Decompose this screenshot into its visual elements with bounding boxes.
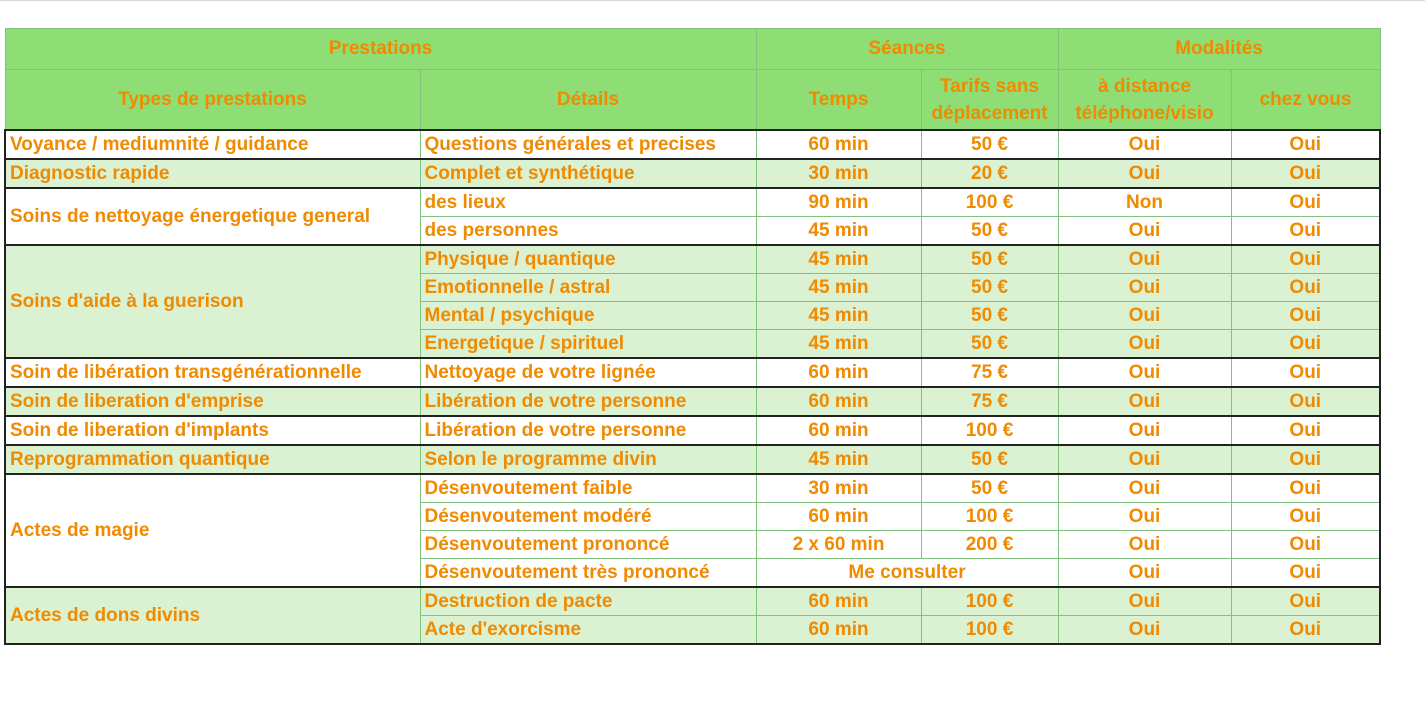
table-row (5, 130, 1380, 159)
cell-detail: Désenvoutement prononcé (420, 531, 756, 559)
cell-detail: Nettoyage de votre lignée (420, 358, 756, 387)
cell-tarif: 75 € (921, 387, 1058, 416)
cell-distance: Oui (1058, 330, 1231, 359)
cell-chez-vous: Oui (1231, 274, 1380, 302)
cell-type: Diagnostic rapide (5, 159, 420, 188)
cell-distance: Oui (1058, 416, 1231, 445)
cell-tarif: 50 € (921, 330, 1058, 359)
cell-temps: 45 min (756, 330, 921, 359)
cell-detail: Désenvoutement modéré (420, 503, 756, 531)
cell-tarif: 75 € (921, 358, 1058, 387)
cell-temps: 60 min (756, 130, 921, 159)
cell-chez-vous: Oui (1231, 503, 1380, 531)
cell-distance: Oui (1058, 217, 1231, 246)
cell-distance: Oui (1058, 302, 1231, 330)
cell-detail: Energetique / spirituel (420, 330, 756, 359)
cell-detail: Complet et synthétique (420, 159, 756, 188)
cell-tarif: 50 € (921, 245, 1058, 274)
cell-type: Soin de liberation d'emprise (5, 387, 420, 416)
cell-tarif: 50 € (921, 445, 1058, 474)
cell-temps: 30 min (756, 474, 921, 503)
cell-tarif: 200 € (921, 531, 1058, 559)
cell-temps: 45 min (756, 445, 921, 474)
cell-detail: Acte d'exorcisme (420, 616, 756, 645)
cell-distance: Oui (1058, 503, 1231, 531)
col-chez-vous: chez vous (1231, 70, 1380, 131)
table-row (5, 416, 1380, 445)
cell-chez-vous: Oui (1231, 445, 1380, 474)
cell-type: Soins de nettoyage énergetique general (5, 188, 420, 245)
cell-temps: 60 min (756, 503, 921, 531)
cell-detail: Libération de votre personne (420, 416, 756, 445)
group-seances: Séances (756, 29, 1058, 70)
cell-chez-vous: Oui (1231, 245, 1380, 274)
cell-tarif: 100 € (921, 616, 1058, 645)
cell-temps: 30 min (756, 159, 921, 188)
cell-chez-vous: Oui (1231, 587, 1380, 616)
cell-temps: 60 min (756, 416, 921, 445)
cell-type: Actes de magie (5, 474, 420, 587)
table-row (5, 188, 1380, 217)
cell-type: Voyance / mediumnité / guidance (5, 130, 420, 159)
group-modalites: Modalités (1058, 29, 1380, 70)
cell-tarif: 100 € (921, 503, 1058, 531)
group-header-row (5, 29, 1380, 70)
cell-distance: Oui (1058, 531, 1231, 559)
cell-tarif: 50 € (921, 130, 1058, 159)
col-types: Types de prestations (5, 70, 420, 131)
col-tarifs: Tarifs sans déplacement (921, 70, 1058, 131)
cell-temps: 45 min (756, 274, 921, 302)
cell-detail: des lieux (420, 188, 756, 217)
cell-type: Reprogrammation quantique (5, 445, 420, 474)
col-distance: à distance téléphone/visio (1058, 70, 1231, 131)
col-temps: Temps (756, 70, 921, 131)
cell-distance: Oui (1058, 130, 1231, 159)
cell-chez-vous: Oui (1231, 358, 1380, 387)
cell-detail: Libération de votre personne (420, 387, 756, 416)
cell-chez-vous: Oui (1231, 217, 1380, 246)
cell-chez-vous: Oui (1231, 302, 1380, 330)
table-row (5, 474, 1380, 503)
cell-detail: Mental / psychique (420, 302, 756, 330)
cell-tarif: 50 € (921, 474, 1058, 503)
cell-temps: 45 min (756, 245, 921, 274)
cell-distance: Oui (1058, 616, 1231, 645)
column-header-row (5, 70, 1380, 131)
cell-distance: Oui (1058, 245, 1231, 274)
cell-chez-vous: Oui (1231, 188, 1380, 217)
cell-chez-vous: Oui (1231, 159, 1380, 188)
table-row (5, 245, 1380, 274)
cell-distance: Oui (1058, 358, 1231, 387)
cell-distance: Oui (1058, 474, 1231, 503)
cell-distance: Oui (1058, 587, 1231, 616)
table-row (5, 445, 1380, 474)
cell-distance: Oui (1058, 445, 1231, 474)
cell-temps: 60 min (756, 358, 921, 387)
table-row (5, 587, 1380, 616)
cell-chez-vous: Oui (1231, 330, 1380, 359)
cell-detail: Désenvoutement très prononcé (420, 559, 756, 588)
cell-distance: Oui (1058, 274, 1231, 302)
cell-temps: 45 min (756, 302, 921, 330)
cell-chez-vous: Oui (1231, 416, 1380, 445)
cell-chez-vous: Oui (1231, 531, 1380, 559)
table-row (5, 358, 1380, 387)
cell-detail: Emotionnelle / astral (420, 274, 756, 302)
cell-chez-vous: Oui (1231, 387, 1380, 416)
cell-temps: 45 min (756, 217, 921, 246)
cell-temps: 60 min (756, 616, 921, 645)
cell-chez-vous: Oui (1231, 130, 1380, 159)
col-details: Détails (420, 70, 756, 131)
cell-type: Soins d'aide à la guerison (5, 245, 420, 358)
cell-distance: Non (1058, 188, 1231, 217)
cell-detail: des personnes (420, 217, 756, 246)
cell-chez-vous: Oui (1231, 559, 1380, 588)
cell-tarif: 100 € (921, 416, 1058, 445)
cell-temps: 60 min (756, 387, 921, 416)
top-divider (0, 0, 1425, 1)
cell-temps: 90 min (756, 188, 921, 217)
cell-distance: Oui (1058, 559, 1231, 588)
cell-temps: 60 min (756, 587, 921, 616)
cell-tarif: 20 € (921, 159, 1058, 188)
cell-tarif: 50 € (921, 274, 1058, 302)
table-row (5, 387, 1380, 416)
cell-type: Soin de liberation d'implants (5, 416, 420, 445)
cell-temps-tarif: Me consulter (756, 559, 1058, 588)
cell-detail: Destruction de pacte (420, 587, 756, 616)
cell-distance: Oui (1058, 159, 1231, 188)
cell-detail: Physique / quantique (420, 245, 756, 274)
cell-detail: Selon le programme divin (420, 445, 756, 474)
cell-chez-vous: Oui (1231, 616, 1380, 645)
cell-temps: 2 x 60 min (756, 531, 921, 559)
cell-tarif: 50 € (921, 217, 1058, 246)
cell-detail: Questions générales et precises (420, 130, 756, 159)
table-row (5, 159, 1380, 188)
cell-tarif: 100 € (921, 188, 1058, 217)
cell-type: Actes de dons divins (5, 587, 420, 644)
group-prestations: Prestations (5, 29, 756, 70)
cell-distance: Oui (1058, 387, 1231, 416)
cell-type: Soin de libération transgénérationnelle (5, 358, 420, 387)
cell-detail: Désenvoutement faible (420, 474, 756, 503)
prestations-table (4, 28, 1381, 645)
cell-tarif: 100 € (921, 587, 1058, 616)
cell-chez-vous: Oui (1231, 474, 1380, 503)
cell-tarif: 50 € (921, 302, 1058, 330)
